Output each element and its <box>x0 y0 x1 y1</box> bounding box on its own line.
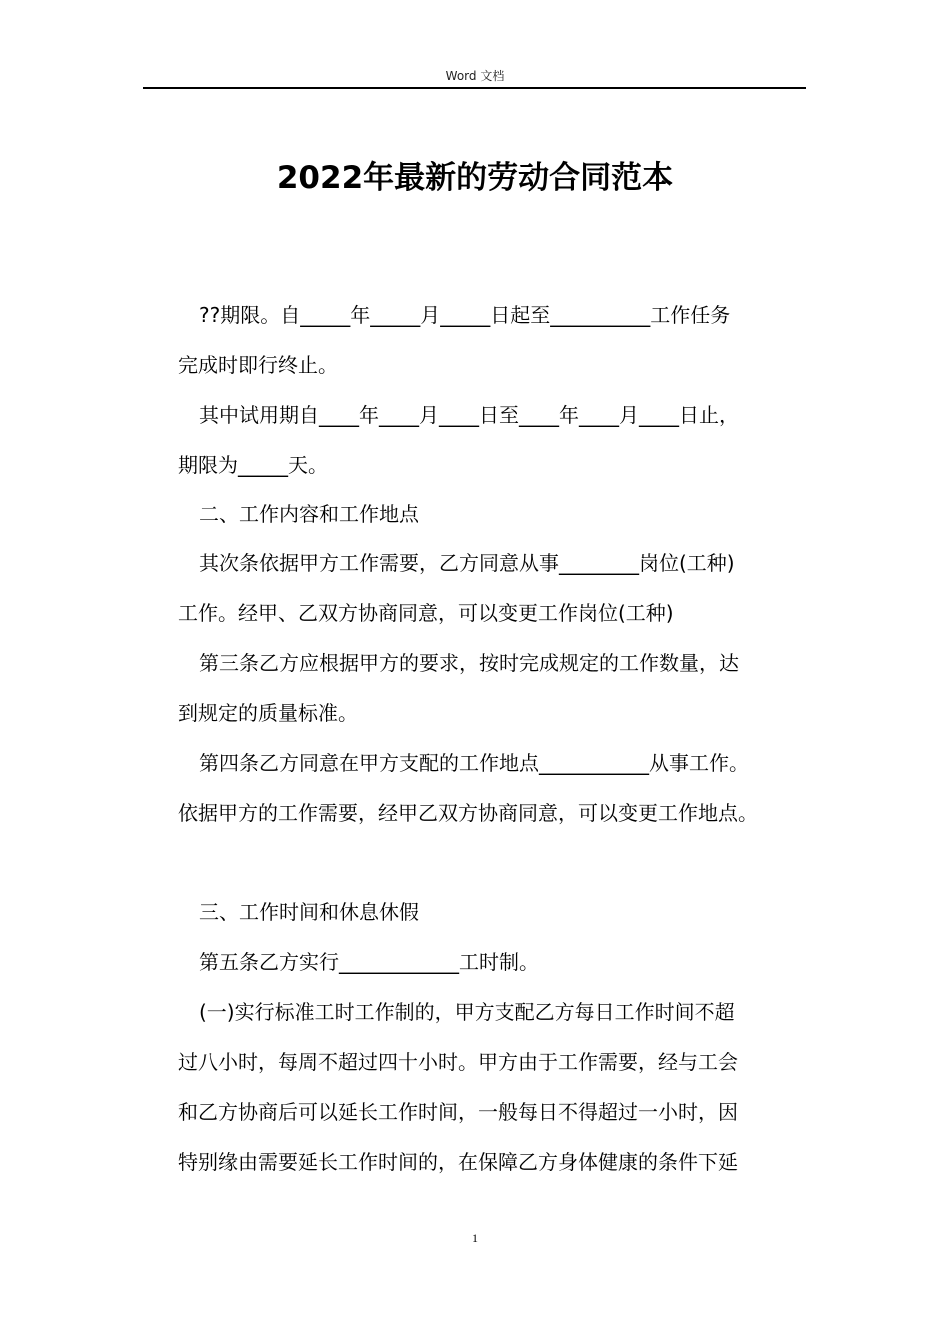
section-heading: 三、工作时间和休息休假 <box>199 900 419 924</box>
paragraph-line: 完成时即行终止。 <box>178 353 338 377</box>
paragraph-line: ??期限。自_____年_____月_____日起至__________工作任务 <box>199 303 731 327</box>
header-rule <box>143 87 806 89</box>
section-heading: 二、工作内容和工作地点 <box>199 502 419 526</box>
paragraph-line: 其中试用期自____年____月____日至____年____月____日止， <box>199 403 739 427</box>
paragraph-line: 依据甲方的工作需要，经甲乙双方协商同意，可以变更工作地点。 <box>178 801 758 825</box>
page-number: 1 <box>472 1231 478 1245</box>
paragraph-line: 第五条乙方实行____________工时制。 <box>199 950 539 974</box>
paragraph-line: 过八小时，每周不超过四十小时。甲方由于工作需要，经与工会 <box>178 1050 738 1074</box>
document-title: 2022年最新的劳动合同范本 <box>276 160 674 196</box>
paragraph-line: 第三条乙方应根据甲方的要求，按时完成规定的工作数量，达 <box>199 651 739 675</box>
page-header: Word 文档 <box>445 69 505 83</box>
paragraph-line: 特别缘由需要延长工作时间的，在保障乙方身体健康的条件下延 <box>178 1150 738 1174</box>
paragraph-line: 期限为_____天。 <box>178 453 328 477</box>
paragraph-line: 和乙方协商后可以延长工作时间，一般每日不得超过一小时，因 <box>178 1100 738 1124</box>
paragraph-line: 工作。经甲、乙双方协商同意，可以变更工作岗位(工种) <box>178 601 674 625</box>
paragraph-line: 其次条依据甲方工作需要，乙方同意从事________岗位(工种) <box>199 551 735 575</box>
paragraph-line: (一)实行标准工时工作制的，甲方支配乙方每日工作时间不超 <box>199 1000 735 1024</box>
paragraph-line: 第四条乙方同意在甲方支配的工作地点___________从事工作。 <box>199 751 749 775</box>
paragraph-line: 到规定的质量标准。 <box>178 701 358 725</box>
